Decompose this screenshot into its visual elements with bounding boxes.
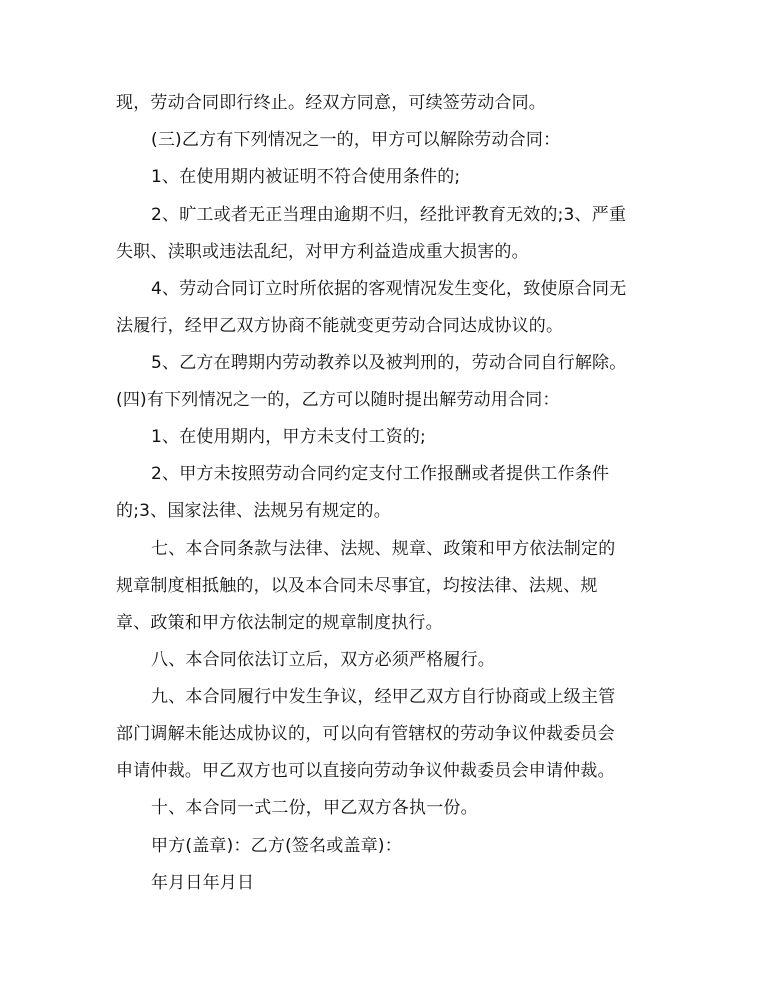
text-line: 失职、渎职或违法乱纪，对甲方利益造成重大损害的。 <box>116 242 529 262</box>
text-line: 九、本合同履行中发生争议，经甲乙双方自行协商或上级主管 <box>151 687 616 707</box>
text-line: 十、本合同一式二份，甲乙双方各执一份。 <box>151 798 478 818</box>
text-line: 2、旷工或者无正当理由逾期不归，经批评教育无效的;3、严重 <box>151 205 627 225</box>
text-line: (四)有下列情况之一的，乙方可以随时提出解劳动用合同： <box>116 390 560 410</box>
text-line: 2、甲方未按照劳动合同约定支付工作报酬或者提供工作条件 <box>151 464 610 484</box>
text-line: 甲方(盖章)：乙方(签名或盖章)： <box>151 836 402 856</box>
text-line: (三)乙方有下列情况之一的，甲方可以解除劳动合同： <box>151 130 561 150</box>
text-line: 5、乙方在聘期内劳动教养以及被判刑的，劳动合同自行解除。 <box>151 353 627 373</box>
text-line: 现，劳动合同即行终止。经双方同意，可续签劳动合同。 <box>116 93 546 113</box>
text-line: 七、本合同条款与法律、法规、规章、政策和甲方依法制定的 <box>151 539 616 559</box>
text-line: 申请仲裁。甲乙双方也可以直接向劳动争议仲裁委员会申请仲裁。 <box>116 761 615 781</box>
text-line: 1、在使用期内被证明不符合使用条件的; <box>151 167 461 187</box>
text-line: 1、在使用期内，甲方未支付工资的; <box>151 427 426 447</box>
text-line: 4、劳动合同订立时所依据的客观情况发生变化，致使原合同无 <box>151 279 627 299</box>
text-line: 的;3、国家法律、法规另有规定的。 <box>116 501 391 521</box>
text-line: 八、本合同依法订立后，双方必须严格履行。 <box>151 650 495 670</box>
text-line: 部门调解未能达成协议的，可以向有管辖权的劳动争议仲裁委员会 <box>116 724 615 744</box>
text-line: 法履行，经甲乙双方协商不能就变更劳动合同达成协议的。 <box>116 316 564 336</box>
text-line: 年月日年月日 <box>151 873 255 893</box>
text-line: 规章制度相抵触的，以及本合同未尽事宜，均按法律、法规、规 <box>116 576 598 596</box>
text-line: 章、政策和甲方依法制定的规章制度执行。 <box>116 613 443 633</box>
